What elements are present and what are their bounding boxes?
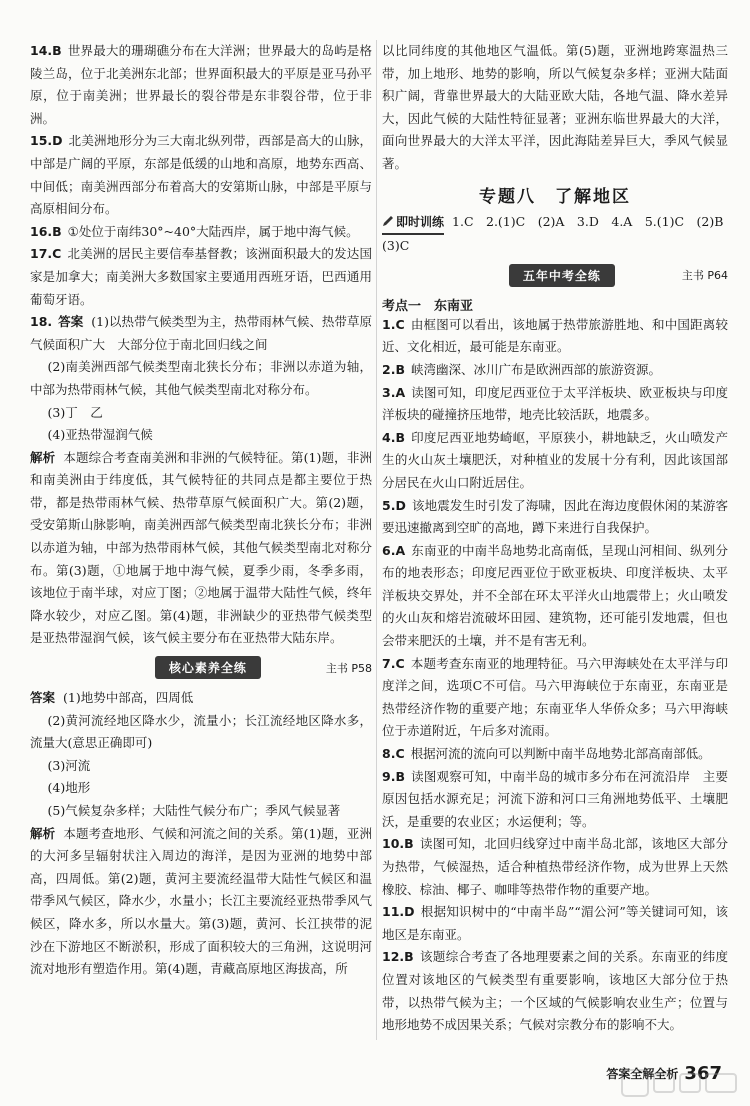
answer-7: 7.C 本题考查东南亚的地理特征。马六甲海峡处在太平洋与印度洋之间，选项C不可信。马六甲海峡位于东南亚，东南亚是热带经济作物的重要产地；东南亚华人华侨众多；马六甲海峡位于赤道附近，午后多对流雨。 [382,655,728,739]
banner-label: 核心素养全练 [155,656,261,679]
answer-15: 15.D 北美洲地形分为三大南北纵列带，西部是高大的山脉，中部是广阔的平原，东部是低缓的山地和高原，地势东西高、中间低；南美洲西部分布着高大的安第斯山脉，中部是平原与高原相间分布。 [30,133,372,217]
answer-9: 9.B 读图观察可知，中南半岛的城市多分布在河流沿岸 主要原因包括水源充足；河流下游和河口三角洲地势低平、土壤肥沃，是重要的农业区；水运便利；等。 [382,768,728,829]
analysis-18: 解析 本题综合考查南美洲和非洲的气候特征。第(1)题，非洲和南美洲由于纬度低，其气候特征的共同点是都主要位于热带，都是热带雨林气候、热带草原气候面积广大。第(2)题，受安第斯山脉影响，南美洲西部气候类型南北狭长分布；非洲以赤道为轴，中部为热带雨林气候，其他气候类型南北对称分布。第(3)题，①地属于地中海气候，夏季少雨，冬季多雨，该地位于南半球，对应丁图；②地属于温带大陆性气候，终年降水较少，对应乙图。第(4)题，非洲缺少的亚热带气候类型是亚热带湿润气候，该气候主要分布在亚热带大陆东岸。 [30,449,372,646]
section-title: 专题八 了解地区 [479,186,631,207]
answer-18: 18. 答案 (1)以热带气候类型为主，热带雨林气候、热带草原气候面积广大 大部分位于南北回归线之间 [30,314,372,352]
answer-18-3: (3)丁 乙 [47,404,103,420]
core-answer-1: 答案 (1)地势中部高，四周低 [30,690,194,706]
right-column [382,40,736,1037]
answer-6: 6.A 东南亚的中南半岛地势北高南低，呈现山河相间、纵列分布的地表形态；印度尼西亚位于欧亚板块、印度洋板块、太平洋板块交界处，并不全部在环太平洋火山地震带上；火山喷发的火山灰和熔岩流破坏田园、建筑物，还可能引发地震，但也会带来肥沃的土壤，并不是有害无利。 [382,542,728,649]
answer-18-2: (2)南美洲西部气候类型南北狭长分布；非洲以赤道为轴，中部为热带雨林气候，其他气候类型南北对称分布。 [30,359,372,397]
core-answer-4: (4)地形 [47,780,91,796]
core-answer-3: (3)河流 [47,757,91,773]
answer-16: 16.B ①处位于南纬30°~40°大陆西岸，属于地中海气候。 [30,223,359,239]
left-column [30,40,372,981]
section-banner-core [30,656,372,679]
continued-analysis: 以比同纬度的其他地区气温低。第(5)题，亚洲地跨寒温热三带，加上地形、地势的影响，所以气候复杂多样；亚洲大陆面积广阔，背靠世界最大的大陆亚欧大陆，各地气温、降水差异大，因此气候的大陆性特征显著；亚洲东临世界最大的大洋，面向世界最大的大洋太平洋，因此海陆差异巨大，季风气候显著。 [382,43,728,171]
pencil-icon [382,215,394,227]
instant-drill: 即时训练 1.C 2.(1)C (2)A 3.D 4.A 5.(1)C (2)B (3)C [382,211,728,258]
answer-2: 2.B 峡湾幽深、冰川广布是欧洲西部的旅游资源。 [382,361,661,377]
watermark-logo-icon [620,1064,740,1102]
answer-18-4: (4)亚热带湿润气候 [47,427,153,443]
answer-10: 10.B 读图可知，北回归线穿过中南半岛北部，该地区大部分为热带，气候湿热，适合种植热带经济作物，成为世界上天然橡胶、棕油、椰子、咖啡等热带作物的重要产地。 [382,836,728,897]
answer-4: 4.B 印度尼西亚地势崎岖，平原狭小，耕地缺乏，火山喷发产生的火山灰土壤肥沃，对种植业的发展十分有利，因此该国部分居民在火山口附近居住。 [382,429,728,490]
book-reference: 主书 P58 [325,661,372,675]
column-divider [376,40,377,1040]
answer-1: 1.C 由框图可以看出，该地属于热带旅游胜地、和中国距离较近、文化相近，最可能是东南亚。 [382,316,728,355]
footer-label: 答案全解全析 [606,1067,679,1081]
core-answer-2: (2)黄河流经地区降水少，流量小；长江流经地区降水多，流量大(意思正确即可) [30,712,372,751]
section-banner-exam [382,264,728,287]
answer-8: 8.C 根据河流的流向可以判断中南半岛地势北部高南部低。 [382,746,711,762]
answer-5: 5.D 该地震发生时引发了海啸，因此在海边度假休闲的某游客要迅速撤离到空旷的高地，蹲下来进行自我保护。 [382,497,728,536]
core-analysis: 解析 本题考查地形、气候和河流之间的关系。第(1)题，亚洲的大河多呈辐射状注入周边的海洋，是因为亚洲的地势中部高，四周低。第(2)题，黄河主要流经温带大陆性气候区和温带季风气候区，降水少，水量小；长江主要流经亚热带季风气候区，降水多，所以水量大。第(3)题，黄河、长江挟带的泥沙在下游地区不断淤积，形成了面积较大的三角洲，这说明河流对地形有塑造作用。第(4)题，青藏高原地区海拔高，所 [30,825,372,977]
answer-12: 12.B 该题综合考查了各地理要素之间的关系。东南亚的纬度位置对该地区的气候类型有重要影响，该地区大部分位于热带，以热带气候为主；一个区域的气候影响农业生产；位置与地形地势不成因果关系；气候对宗教分布的影响不大。 [382,949,728,1033]
answer-3: 3.A 读图可知，印度尼西亚位于太平洋板块、欧亚板块与印度洋板块的碰撞挤压地带，地壳比较活跃，地震多。 [382,384,728,423]
page-number: 367 [684,1063,722,1084]
key-point-heading: 考点一 东南亚 [382,298,474,314]
answer-17: 17.C 北美洲的居民主要信奉基督教；该洲面积最大的发达国家是加拿大；南美洲大多数国家主要通用西班牙语，巴西通用葡萄牙语。 [30,246,372,307]
core-answer-5: (5)气候复杂多样；大陆性气候分布广；季风气候显著 [47,803,341,818]
drill-tag: 即时训练 [382,211,444,236]
answer-14: 14.B 世界最大的珊瑚礁分布在大洋洲；世界最大的岛屿是格陵兰岛，位于北美洲东北部；世界面积最大的平原是亚马孙平原，位于南美洲；世界最长的裂谷带是东非裂谷带，位于非洲。 [30,43,372,126]
banner-label: 五年中考全练 [509,264,615,287]
answer-11: 11.D 根据知识树中的“中南半岛”“湄公河”等关键词可知，该地区是东南亚。 [382,904,728,942]
book-reference: 主书 P64 [681,269,728,283]
